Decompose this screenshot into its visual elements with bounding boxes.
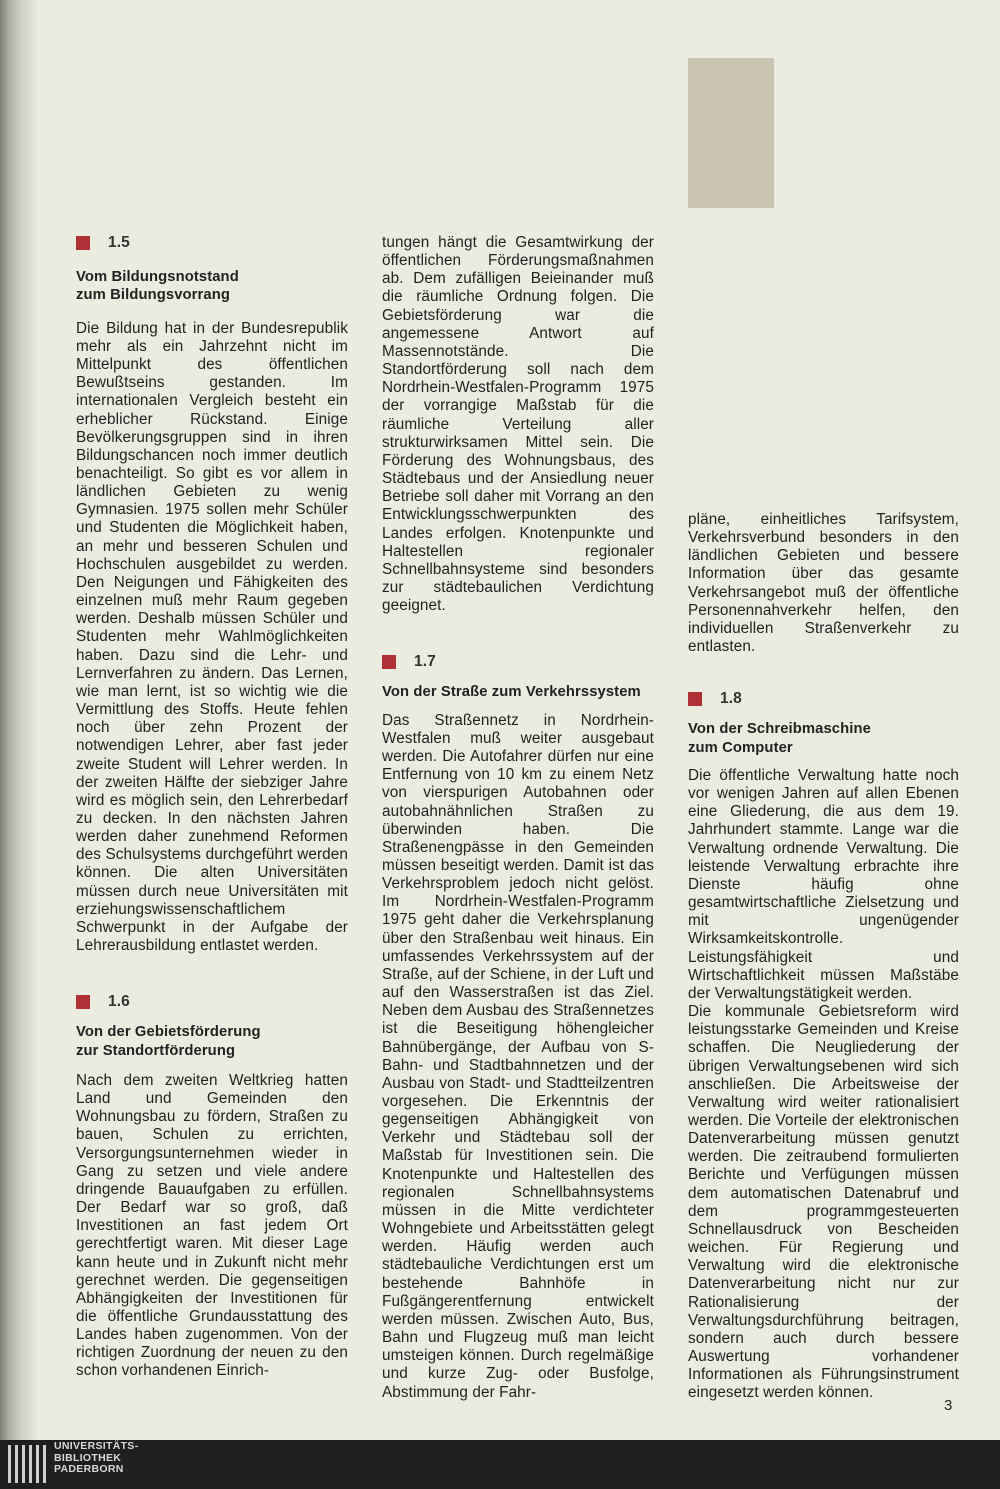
section-title-1-6: Von der Gebietsförderung zur Standortförderung — [76, 1024, 261, 1059]
column-3 — [688, 511, 959, 1402]
section-heading-1-6 — [76, 993, 348, 1011]
section-marker-icon — [76, 995, 90, 1009]
column-2 — [382, 234, 654, 1402]
section-heading-1-5 — [76, 234, 348, 252]
book-spine-shadow — [0, 0, 36, 1440]
section-body-1-7: Das Straßennetz in Nordrhein-Westfalen muß weiter ausgebaut werden. Die Autofahrer dürfen nur eine Entfernung von 10 km zu einem Netz von vierspurigen Autobahnen oder autobahnähnlichen Straßen zu überwinden haben. Die Straßenengpässe in den Gemeinden müssen beseitigt werden. Damit ist das Verkehrsproblem jedoch nicht gelöst. Im Nordrhein-Westfalen-Programm 1975 geht daher die Verkehrsplanung über den Straßenbau weit hinaus. Ein umfassendes Verkehrssystem auf der Straße, auf der Schiene, in der Luft und auf den Wasserstraßen ist das Ziel. Neben dem Ausbau des Straßennetzes ist die Beseitigung höhengleicher Bahnübergänge, der Aufbau von S-Bahn- und Stadtbahnnetzen und der Ausbau von Stadt- und Stadtteilzentren vorgesehen. Die Erkenntnis der gegenseitigen Abhängigkeit von Verkehr und Städtebau soll der Maßstab für Investitionen sein. Die Knotenpunkte und Haltestellen des regionalen Schnellbahnsystems müssen in die Mitte verdichteter Wohngebiete und Arbeitsstätten gelegt werden. Häufig werden auch städtebauliche Verdichtungen erst um bestehende Bahnhöfe in Fußgängerentfernung entwickelt werden müssen. Zwischen Auto, Bus, Bahn und Flugzeug muß man leicht umsteigen können. Durch regelmäßige und kurze Zug- oder Busfolge, Abstimmung der Fahr- — [382, 711, 654, 1401]
section-title-1-7: Von der Straße zum Verkehrssystem — [382, 684, 641, 701]
section-title-1-5: Vom Bildungsnotstand zum Bildungsvorrang — [76, 269, 239, 304]
section-number: 1.6 — [108, 993, 130, 1011]
section-body-1-6-continued: tungen hängt die Gesamtwirkung der öffentlichen Förderungsmaßnahmen ab. Dem zufälligen Beieinander muß die räumliche Ordnung folgen. Die Gebietsförderung war die angemessene Antwort auf Massennotstände. Die Standortförderung soll nach dem Nordrhein-Westfalen-Programm 1975 der vorrangige Maßstab für die räumliche Verteilung aller strukturwirksamen Mittel sein. Die Förderung des Wohnungsbaus, des Städtebaus und der Ansiedlung neuer Betriebe soll daher mit Vorrang an den Entwicklungsschwerpunkten des Landes erfolgen. Knotenpunkte und Haltestellen regionaler Schnellbahnsysteme sind besonders zur städtebaulichen Verdichtung geeignet. — [382, 234, 654, 615]
section-body-1-6: Nach dem zweiten Weltkrieg hatten Land und Gemeinden den Wohnungsbau zu fördern, Straßen zu bauen, Schulen zu errichten, Versorgungsunternehmen wieder in Gang zu setzen und viele andere dringende Bauaufgaben zu erfüllen. Der Bedarf war so groß, daß Investitionen an fast jedem Ort gerechtfertigt waren. Mit dieser Lage kann heute und in Zukunft nicht mehr gerechnet werden. Die gegenseitigen Abhängigkeiten der Investitionen für die öffentliche Grundausstattung des Landes haben zugenommen. Von der richtigen Zuordnung der neuen zu den schon vorhandenen Einrich- — [76, 1071, 348, 1380]
section-marker-icon — [76, 236, 90, 250]
section-heading-1-8 — [688, 690, 959, 708]
section-heading-1-7 — [382, 653, 654, 671]
page-number: 3 — [944, 1397, 953, 1414]
library-footer — [0, 1440, 1000, 1489]
section-number: 1.8 — [720, 690, 742, 708]
section-body-1-7-continued: pläne, einheitliches Tarifsystem, Verkehrsverbund besonders in den ländlichen Gebieten und bessere Information über das gesamte Verkehrsangebot muß der öffentliche Personennahverkehr helfen, den individuellen Straßenverkehr zu entlasten. — [688, 511, 959, 656]
chapter-number-block — [688, 58, 774, 208]
section-marker-icon — [382, 655, 396, 669]
library-logo-icon — [8, 1443, 52, 1483]
section-marker-icon — [688, 692, 702, 706]
section-body-1-8-part2: Die kommunale Gebietsreform wird leistungsstarke Gemeinden und Kreise schaffen. Die Neugliederung der übrigen Verwaltungsebenen wird sich anschließen. Die Arbeitsweise der Verwaltung wird weiter rationalisiert werden. Die Vorteile der elektronischen Datenverarbeitung müssen genutzt werden. Die zeitraubend formulierten Berichte und Verfügungen müssen dem automatischen Datenabruf und dem programmgesteuerten Schnellausdruck von Bescheiden weichen. Für Regierung und Verwaltung wird die elektronische Datenverarbeitung nicht nur zur Rationalisierung der Verwaltungsdurchführung beitragen, sondern auch durch bessere Auswertung vorhandener Informationen als Führungsinstrument eingesetzt werden können. — [688, 1003, 959, 1402]
section-body-1-5: Die Bildung hat in der Bundesrepublik mehr als ein Jahrzehnt nicht im Mittelpunkt des öffentlichen Bewußtseins gestanden. Im internationalen Vergleich besteht ein erheblicher Rückstand. Einige Bevölkerungsgruppen sind in ihren Bildungschancen noch immer deutlich benachteiligt. So gibt es vor allem in ländlichen Gebieten zu wenig Gymnasien. 1975 sollen mehr Schüler und Studenten die Möglichkeit haben, an mehr und besseren Schulen und Hochschulen ausgebildet zu werden. Den Neigungen und Fähigkeiten des einzelnen muß mehr Raum gegeben werden. Deshalb müssen Schüler und Studenten mehr Wahlmöglichkeiten haben. Dazu sind die Lehr- und Lernverfahren zu ändern. Das Lernen, wie man lernt, ist so wichtig wie die Vermittlung des Stoffs. Heute fehlen noch über zehn Prozent der notwendigen Lehrer, aber fast jeder zweite Student will Lehrer werden. In der zweiten Hälfte der siebziger Jahre wird es möglich sein, den Lehrerbedarf zu decken. In den nächsten Jahren werden daher zunehmend Reformen des Schulsystems durchgeführt werden können. Die alten Universitäten müssen durch neue Universitäten mit erziehungswissenschaftlichem Schwerpunkt in der Aufgabe der Lehrerausbildung entlastet werden. — [76, 319, 348, 955]
library-name: UNIVERSITÄTS- BIBLIOTHEK PADERBORN — [54, 1440, 139, 1475]
section-number: 1.7 — [414, 653, 436, 671]
column-1 — [76, 234, 348, 1381]
section-number: 1.5 — [108, 234, 130, 251]
section-title-1-8: Von der Schreibmaschine zum Computer — [688, 721, 871, 756]
section-body-1-8-part1: Die öffentliche Verwaltung hatte noch vor wenigen Jahren auf allen Ebenen eine Gliederung, die aus dem 19. Jahrhundert stammte. Lange war die Verwaltung ordnende Verwaltung. Die leistende Verwaltung erbrachte ihre Dienste häufig ohne gesamtwirtschaftliche Zielsetzung und mit ungenügender Wirksamkeitskontrolle. Leistungsfähigkeit und Wirtschaftlichkeit müssen Maßstäbe der Verwaltungstätigkeit werden. — [688, 767, 959, 1002]
